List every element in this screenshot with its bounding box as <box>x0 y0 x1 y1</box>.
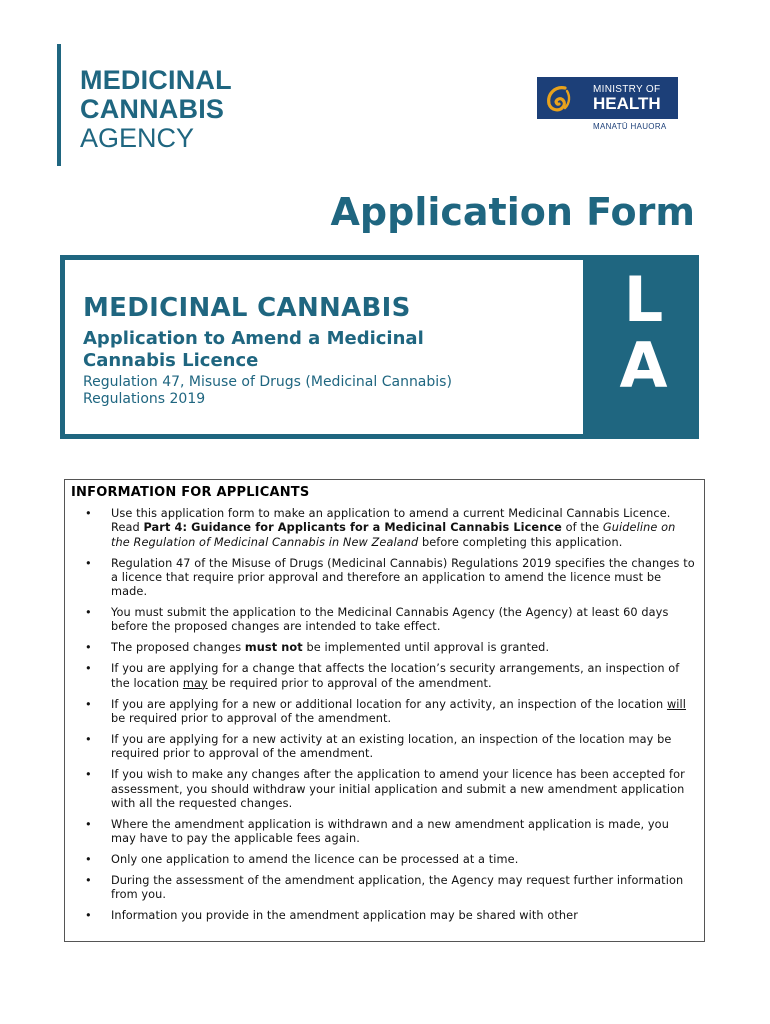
bullet-icon: • <box>85 641 92 655</box>
form-code <box>588 263 699 402</box>
list-item: • If you are applying for a new or additional location for any activity, an inspection of the location will be required prior to approval of the amendment. <box>85 697 687 725</box>
ministry-logo-line1: MINISTRY OF <box>593 84 661 95</box>
list-item: • If you wish to make any changes after the application to amend your licence has been accepted for assessment, you should withdraw your initial application and submit a new amendment application with all the requested changes. <box>85 768 685 810</box>
form-banner-content <box>65 260 583 434</box>
list-item: • You must submit the application to the Medicinal Cannabis Agency (the Agency) at least 60 days before the proposed changes are intended to take effect. <box>85 606 669 634</box>
list-item: • During the assessment of the amendment application, the Agency may request further information from you. <box>85 874 684 902</box>
bullet-icon: • <box>85 817 92 831</box>
list-item: • If you are applying for a new activity at an existing location, an inspection of the location may be required prior to approval of the amendment. <box>85 732 672 761</box>
ministry-logo-line2: HEALTH <box>593 94 661 113</box>
bullet-icon: • <box>85 768 92 782</box>
agency-logo-line3: AGENCY <box>80 123 195 153</box>
information-box <box>64 479 705 942</box>
form-code-letter-1: L <box>623 263 664 336</box>
bullet-icon: • <box>85 732 92 746</box>
list-item: • Information you provide in the amendment application may be shared with other <box>85 909 578 923</box>
page-title: Application Form <box>330 190 695 234</box>
bullet-icon: • <box>85 606 92 620</box>
bullet-icon: • <box>85 507 92 520</box>
banner-main-title: MEDICINAL CANNABIS <box>83 293 411 323</box>
bullet-icon: • <box>85 853 92 867</box>
form-code-letter-2: A <box>619 329 668 402</box>
banner-regulation: Regulation 47, Misuse of Drugs (Medicinal Cannabis) Regulations 2019 <box>83 374 452 407</box>
koru-emblem-icon <box>543 82 575 114</box>
form-banner <box>60 255 699 439</box>
ministry-of-health-logo <box>537 77 678 119</box>
information-list <box>85 507 697 930</box>
list-item: • Where the amendment application is withdrawn and a new amendment application is made, you may have to pay the applicable fees again. <box>85 817 669 846</box>
agency-logo <box>80 66 232 153</box>
list-item: • Regulation 47 of the Misuse of Drugs (Medicinal Cannabis) Regulations 2019 specifies the changes to a licence that require prior approval and therefore an application to amend the licence must be made. <box>85 556 695 599</box>
bullet-icon: • <box>85 874 92 888</box>
list-item: • Only one application to amend the licence can be processed at a time. <box>85 853 519 867</box>
list-item: • If you are applying for a change that affects the location’s security arrangements, an inspection of the location may be required prior to approval of the amendment. <box>85 662 680 690</box>
bullet-icon: • <box>85 909 92 923</box>
ministry-logo-subtitle: MANATŪ HAUORA <box>593 122 667 131</box>
list-item: • Use this application form to make an application to amend a current Medicinal Cannabis Licence. Read Part 4: Guidance for Applicants for a Medicinal Cannabis Licence of the Guideline on the Regulation of Medicinal Cannabis in New Zealand before completing this application. <box>85 507 676 549</box>
agency-logo-line1: MEDICINAL <box>80 65 232 95</box>
bullet-icon: • <box>85 556 92 570</box>
list-item: • The proposed changes must not be implemented until approval is granted. <box>85 641 550 655</box>
information-heading: INFORMATION FOR APPLICANTS <box>71 485 310 500</box>
agency-logo-bar <box>57 44 61 166</box>
agency-logo-line2: CANNABIS <box>80 94 225 124</box>
banner-subtitle: Application to Amend a Medicinal Cannabis Licence <box>83 328 424 371</box>
bullet-icon: • <box>85 662 92 676</box>
bullet-icon: • <box>85 697 92 711</box>
